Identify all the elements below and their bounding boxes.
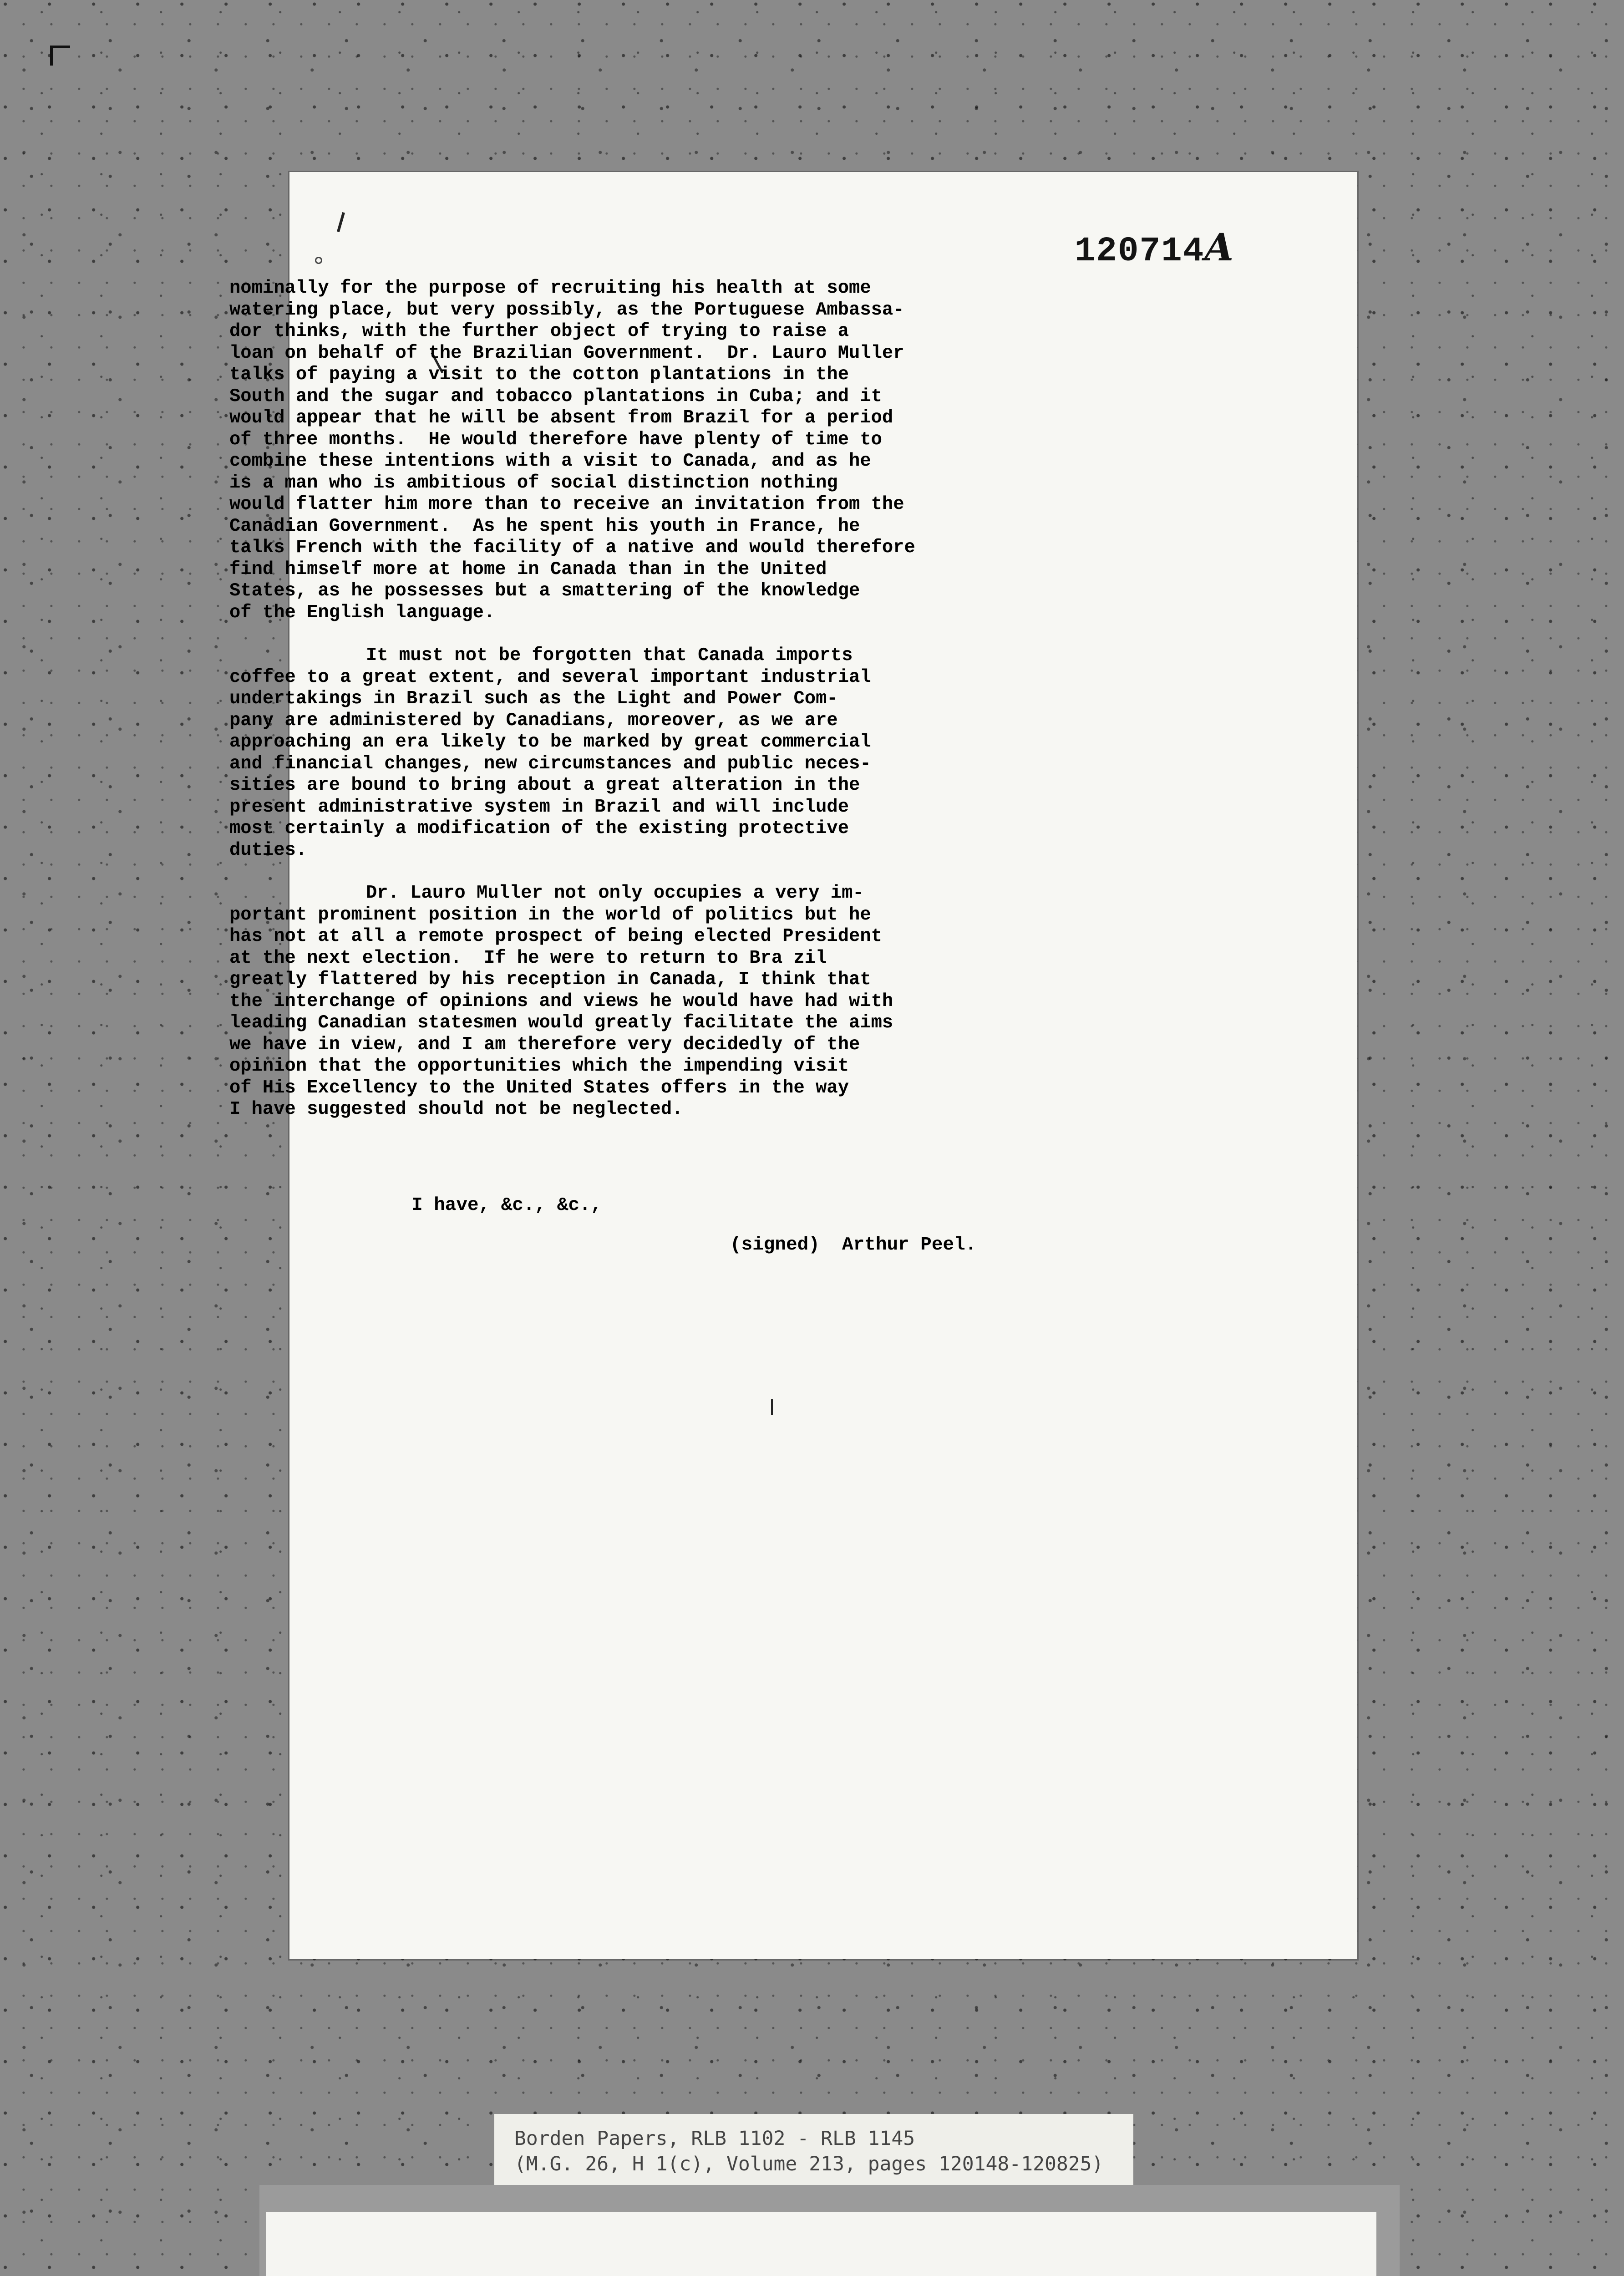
text-line [229,753,1085,775]
text-line [229,969,1085,991]
text-line-content: duties. [229,839,307,861]
pencil-mark [337,212,345,232]
text-line [229,278,1085,300]
page-number [1075,226,1234,271]
text-line-content: is a man who is ambitious of social distinction nothing [229,472,838,493]
text-line-content: loan on behalf of the Brazilian Government. Dr. Lauro Muller [229,342,904,364]
text-line [229,883,1085,904]
text-line-content: of three months. He would therefore have plenty of time to [229,429,882,450]
text-line-content: has not at all a remote prospect of being elected President [229,926,882,947]
text-line [229,602,1085,624]
text-line-content: South and the sugar and tobacco plantations in Cuba; and it [229,386,882,407]
text-line-content: I have suggested should not be neglected. [229,1099,683,1120]
text-line-content: It must not be forgotten that Canada imports [366,645,853,666]
text-line [229,775,1085,797]
text-line [229,516,1085,538]
text-line-content: find himself more at home in Canada than in the United [229,559,827,580]
hole-mark [315,257,322,264]
text-line [229,991,1085,1013]
text-line [229,537,1085,559]
text-line-content: sities are bound to bring about a great alteration in the [229,775,860,796]
letter-paragraph [229,883,1085,1121]
text-line [229,1077,1085,1099]
text-line [229,559,1085,581]
letter-paragraph [229,278,1085,624]
corner-crop-mark [50,46,70,66]
text-line-content: talks of paying a visit to the cotton plantations in the [229,364,849,385]
text-line [229,1012,1085,1034]
text-line-content: greatly flattered by his reception in Canada, I think that [229,969,871,990]
text-line-content: of His Excellency to the United States offers in the way [229,1077,849,1098]
text-line [229,494,1085,516]
text-line [229,904,1085,926]
text-line-content: we have in view, and I am therefore very decidedly of the [229,1034,860,1055]
text-line [229,688,1085,710]
letter-closing: I have, &c., &c., [411,1195,602,1216]
text-line [229,407,1085,429]
text-line [229,840,1085,862]
letter-paragraph [229,645,1085,861]
text-line [229,321,1085,343]
text-line [229,472,1085,494]
text-line [229,948,1085,970]
text-line-content: combine these intentions with a visit to Canada, and as he [229,451,871,472]
reference-label-line2: (M.G. 26, H 1(c), Volume 213, pages 120148-120825) [514,2153,1104,2175]
pencil-mark [771,1399,773,1415]
text-line [229,797,1085,818]
text-line-content: and financial changes, new circumstances and public neces- [229,753,871,774]
text-line-content: talks French with the facility of a native and would therefore [229,537,915,558]
text-line [229,386,1085,408]
text-line-content: Canadian Government. As he spent his youth in France, he [229,515,860,537]
text-line-content: would appear that he will be absent from Brazil for a period [229,407,893,428]
text-line-content: nominally for the purpose of recruiting his health at some [229,278,871,299]
text-line-content: would flatter him more than to receive an invitation from the [229,494,904,515]
text-line-content: pany are administered by Canadians, moreover, as we are [229,710,838,731]
text-line [229,1034,1085,1056]
text-line-content: watering place, but very possibly, as the Portuguese Ambassa- [229,299,904,320]
text-line [229,364,1085,386]
text-line-content: undertakings in Brazil such as the Light and Power Com- [229,688,838,709]
text-line [229,343,1085,365]
text-line-content: portant prominent position in the world of politics but he [229,904,871,925]
page-number-suffix: A [1204,226,1234,269]
letter-signature: (signed) Arthur Peel. [730,1235,977,1255]
page-number-digits: 120714 [1074,232,1205,271]
text-line [229,732,1085,753]
text-line-content: approaching an era likely to be marked by great commercial [229,732,871,752]
text-line [229,300,1085,321]
text-line-content: opinion that the opportunities which the impending visit [229,1056,849,1077]
text-line-content: at the next election. If he were to return to Bra zil [229,947,827,969]
text-line-content: States, as he possesses but a smattering of the knowledge [229,580,860,601]
text-line [229,818,1085,840]
letter-body [229,278,1085,1142]
text-line [229,580,1085,602]
text-line-content: present administrative system in Brazil and will include [229,796,849,818]
archive-card [266,2212,1376,2276]
text-line [229,451,1085,472]
text-line [229,667,1085,689]
reference-label-line1: Borden Papers, RLB 1102 - RLB 1145 [514,2127,915,2150]
text-line-content: the interchange of opinions and views he would have had with [229,991,893,1012]
text-line-content: most certainly a modification of the existing protective [229,818,849,839]
text-line [229,710,1085,732]
text-line-content: of the English language. [229,602,495,623]
text-line-content: coffee to a great extent, and several important industrial [229,666,871,688]
text-line-content: Dr. Lauro Muller not only occupies a very im- [366,883,864,904]
text-line [229,429,1085,451]
text-line [229,926,1085,948]
text-line-content: dor thinks, with the further object of trying to raise a [229,321,849,342]
text-line [229,1099,1085,1121]
text-line-content: leading Canadian statesmen would greatly facilitate the aims [229,1012,893,1033]
text-line [229,1056,1085,1077]
text-line [229,645,1085,667]
